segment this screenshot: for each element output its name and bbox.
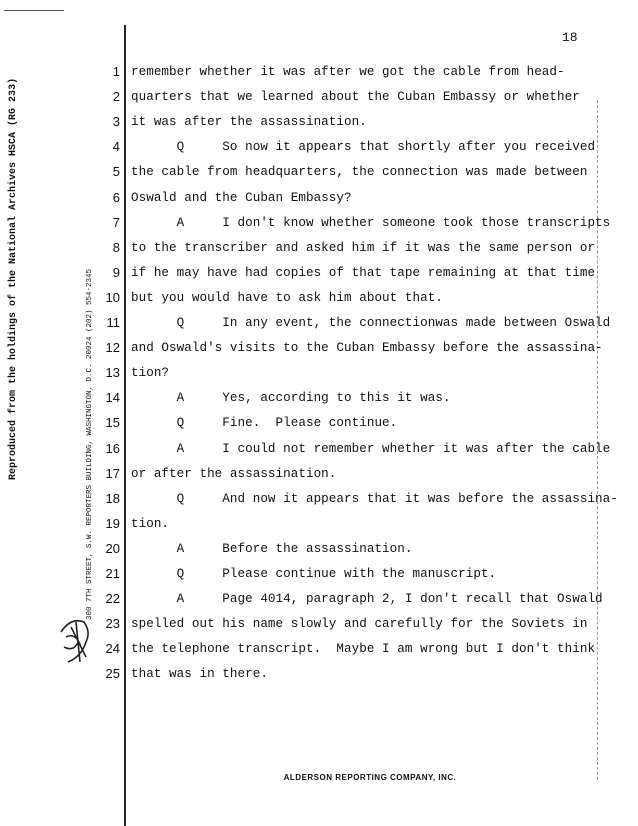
- transcript-line: A I don't know whether someone took those transcripts: [131, 215, 611, 230]
- transcript-line: tion.: [131, 516, 170, 531]
- transcript-line: if he may have had copies of that tape remaining at that time: [131, 265, 596, 280]
- archive-stamp: Reproduced from the holdings of the National Archives HSCA (RG 233): [8, 77, 19, 480]
- line-number: 17: [105, 465, 120, 481]
- line-number: 24: [105, 641, 120, 657]
- transcript-line: A Yes, according to this it was.: [131, 391, 451, 406]
- line-number: 11: [106, 315, 120, 330]
- transcript-line: the telephone transcript. Maybe I am wrong but I don't think: [131, 642, 596, 657]
- transcript-line: quarters that we learned about the Cuban Embassy or whether: [131, 90, 580, 105]
- transcript-line: Q Please continue with the manuscript.: [131, 567, 497, 581]
- line-number: 10: [105, 289, 120, 305]
- transcript-line: the cable from headquarters, the connection was made between: [131, 165, 588, 180]
- line-number: 18: [105, 490, 120, 506]
- transcript-line: spelled out his name slowly and carefully for the Soviets in: [131, 617, 588, 632]
- transcript-line: Q So now it appears that shortly after you received: [131, 140, 596, 155]
- line-number: 21: [105, 566, 120, 581]
- reporter-address: 300 7TH STREET, S.W. REPORTERS BUILDING, WASHINGTON, D.C. 20024 (202) 554-2345: [86, 268, 94, 620]
- left-margin-rule: [124, 25, 126, 826]
- reporter-seal-icon: [56, 612, 96, 667]
- line-number: 3: [112, 114, 120, 130]
- line-number: 12: [105, 340, 120, 356]
- transcript-line: A Before the assassination.: [131, 541, 413, 556]
- transcript-line: and Oswald's visits to the Cuban Embassy before the assassina-: [131, 341, 603, 356]
- transcript-line: or after the assassination.: [131, 466, 337, 481]
- line-number: 1: [112, 64, 120, 79]
- line-number: 13: [105, 365, 120, 381]
- line-number: 14: [105, 390, 120, 406]
- line-number: 2: [112, 89, 120, 105]
- transcript-line: Q And now it appears that it was before the assassina-: [131, 491, 618, 506]
- page-number: 18: [562, 30, 578, 45]
- top-rule: [4, 10, 64, 11]
- transcript-line: it was after the assassination.: [131, 115, 367, 130]
- transcript-line: tion?: [131, 366, 170, 381]
- transcript-line: Q In any event, the connectionwas made between Oswald: [131, 316, 611, 330]
- line-number: 16: [105, 440, 120, 456]
- transcript-line: remember whether it was after we got the cable from head-: [131, 65, 565, 79]
- footer: ALDERSON REPORTING COMPANY, INC.: [283, 773, 457, 782]
- line-number: 15: [105, 415, 120, 431]
- line-number: 22: [105, 591, 120, 607]
- line-number: 23: [105, 616, 120, 632]
- line-number: 5: [112, 164, 120, 180]
- transcript-line: A Page 4014, paragraph 2, I don't recall that Oswald: [131, 592, 603, 607]
- line-number: 20: [105, 540, 120, 556]
- line-number: 25: [105, 666, 120, 682]
- line-number: 4: [112, 139, 120, 155]
- transcript-line: A I could not remember whether it was after the cable: [131, 441, 611, 456]
- transcript-line: Q Fine. Please continue.: [131, 416, 398, 431]
- line-number: 19: [105, 515, 120, 531]
- transcript-line: that was in there.: [131, 667, 268, 682]
- right-margin-rule: [597, 100, 598, 780]
- line-number: 6: [112, 189, 120, 205]
- line-number: 7: [112, 214, 120, 230]
- transcript-line: but you would have to ask him about that.: [131, 290, 443, 305]
- line-number: 9: [112, 264, 120, 280]
- line-number: 8: [112, 239, 120, 255]
- transcript-line: Oswald and the Cuban Embassy?: [131, 190, 352, 205]
- transcript-line: to the transcriber and asked him if it was the same person or: [131, 240, 596, 255]
